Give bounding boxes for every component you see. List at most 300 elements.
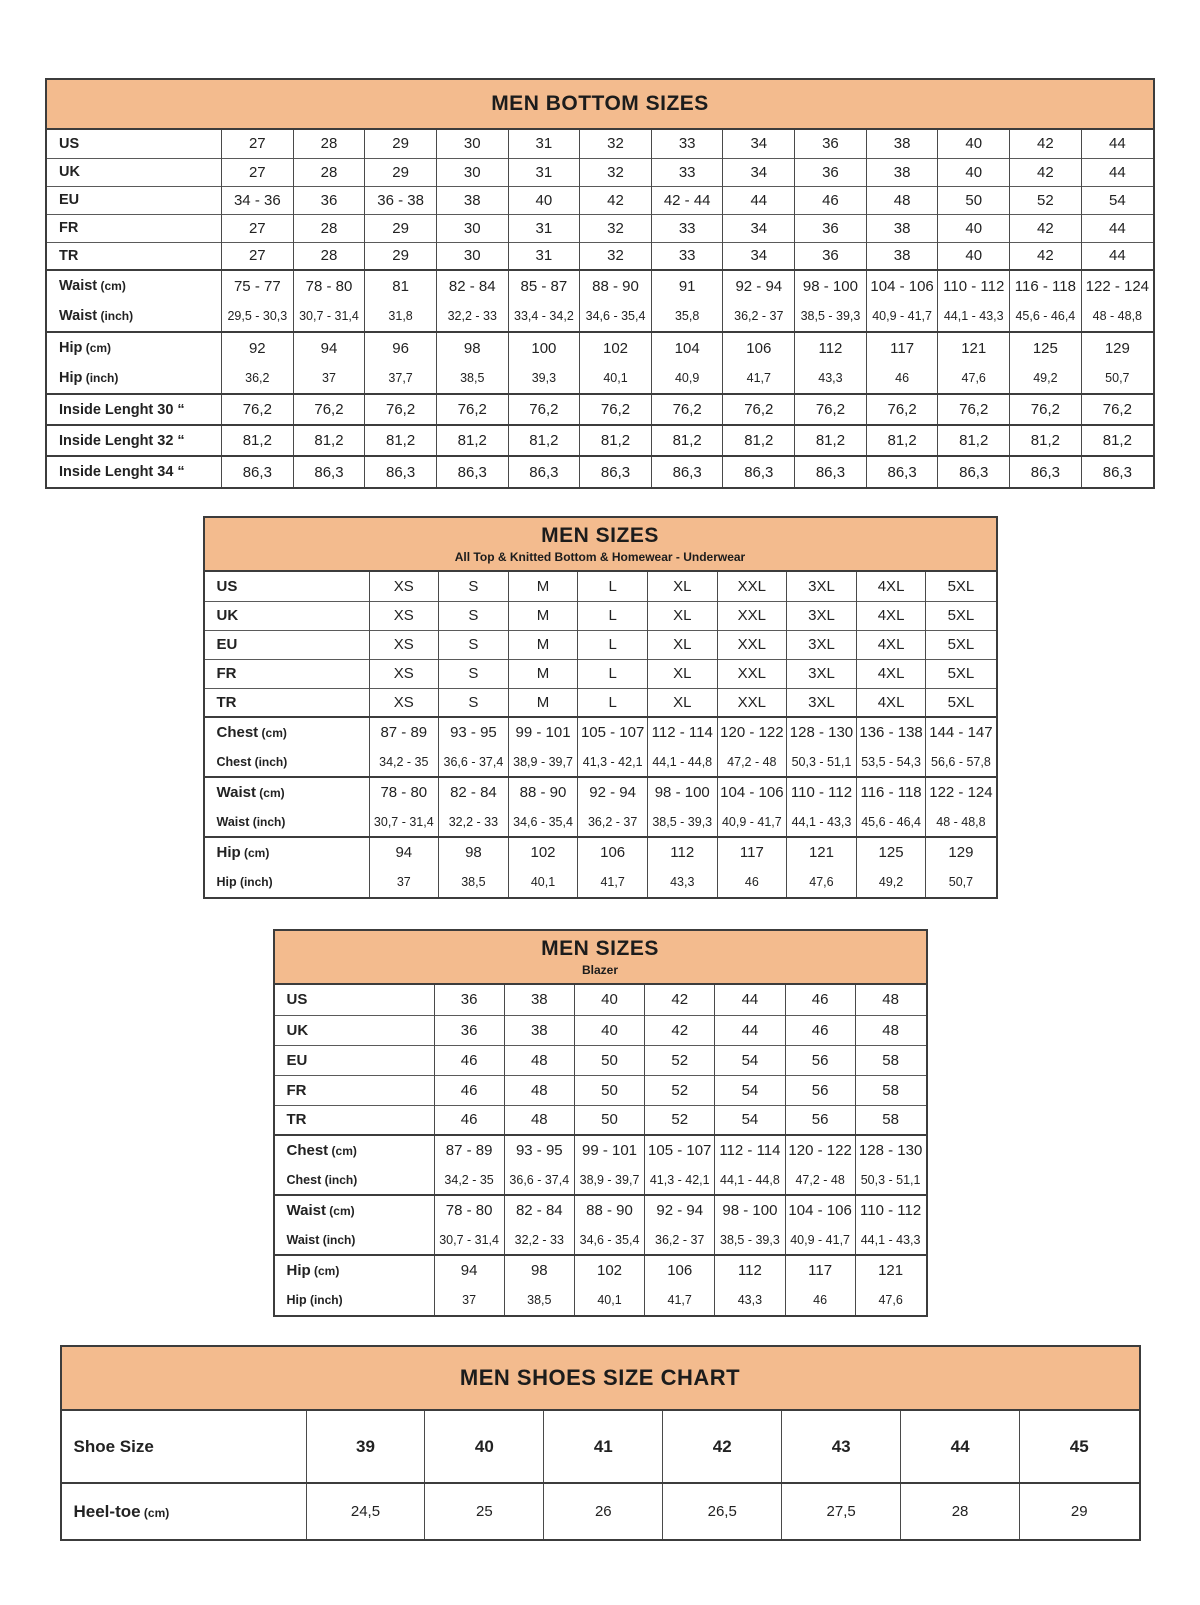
size-cell: 110 - 112 [938, 270, 1010, 301]
size-cell: 33 [651, 158, 723, 186]
size-cell: 34 [723, 130, 795, 158]
size-cell: 122 - 124 [1081, 270, 1153, 301]
size-cell: 87 - 89 [434, 1135, 504, 1165]
size-cell: 38 [436, 186, 508, 214]
size-cell: 47,6 [787, 867, 857, 897]
size-cell: 48 [504, 1105, 574, 1135]
row-label-unit: (inch) [251, 754, 288, 769]
size-cell: 104 [651, 332, 723, 363]
row-label: TR [47, 242, 222, 270]
table-row [62, 1483, 1139, 1539]
size-cell: 117 [717, 837, 787, 867]
size-cell: 76,2 [795, 394, 867, 425]
size-cell: 27 [222, 130, 294, 158]
size-cell: 36 - 38 [365, 186, 437, 214]
men-bottom-sizes-grid [47, 130, 1153, 487]
size-cell: 3XL [787, 688, 857, 717]
row-label: US [216, 577, 238, 595]
size-cell: 50,3 - 51,1 [787, 747, 857, 777]
row-label-unit: (inch) [321, 1172, 358, 1187]
size-cell: 120 - 122 [717, 717, 787, 747]
size-cell: 36 [293, 186, 365, 214]
size-cell: 81,2 [222, 425, 294, 456]
size-cell: 38,5 - 39,3 [715, 1225, 785, 1255]
size-cell: 86,3 [1010, 456, 1082, 487]
size-cell: 40 [938, 214, 1010, 242]
size-cell: 31,8 [365, 301, 437, 332]
size-cell: 42 [1010, 130, 1082, 158]
size-cell: 46 [785, 985, 855, 1015]
size-cell: 86,3 [508, 456, 580, 487]
size-cell: 96 [365, 332, 437, 363]
size-cell: 38,5 - 39,3 [795, 301, 867, 332]
size-cell: 128 - 130 [787, 717, 857, 747]
size-cell: S [439, 659, 509, 688]
row-label: EU [205, 630, 370, 659]
size-cell: 112 [715, 1255, 785, 1285]
size-cell: 41,7 [578, 867, 648, 897]
size-cell: 41,7 [723, 363, 795, 394]
size-cell: XS [369, 630, 439, 659]
size-cell: 44 [1081, 158, 1153, 186]
size-cell: 100 [508, 332, 580, 363]
size-cell: 29 [365, 214, 437, 242]
table-row [205, 807, 996, 837]
row-label-unit: (cm) [140, 1505, 170, 1520]
row-label-unit: (inch) [236, 875, 273, 889]
table-row [205, 601, 996, 630]
size-cell: XXL [717, 601, 787, 630]
size-cell: 40,1 [574, 1285, 644, 1315]
row-label: US [286, 991, 308, 1009]
table-row [47, 363, 1153, 394]
size-cell: 53,5 - 54,3 [856, 747, 926, 777]
size-cell: 36,6 - 37,4 [504, 1165, 574, 1195]
size-cell: 86,3 [651, 456, 723, 487]
size-cell: 98 [439, 837, 509, 867]
size-cell: 25 [425, 1483, 544, 1539]
size-cell: 38,9 - 39,7 [574, 1165, 644, 1195]
table-row [205, 717, 996, 747]
size-cell: 29 [365, 130, 437, 158]
size-cell: 106 [578, 837, 648, 867]
size-cell: 33,4 - 34,2 [508, 301, 580, 332]
row-label: FR [275, 1075, 435, 1105]
size-cell: 105 - 107 [645, 1135, 715, 1165]
table-row [47, 456, 1153, 487]
size-cell: 82 - 84 [436, 270, 508, 301]
size-cell: 30,7 - 31,4 [293, 301, 365, 332]
table-row [47, 214, 1153, 242]
size-cell: 121 [855, 1255, 925, 1285]
size-cell: M [508, 572, 578, 601]
size-cell: 42 [663, 1411, 782, 1483]
size-cell: L [578, 688, 648, 717]
size-cell: 86,3 [938, 456, 1010, 487]
size-cell: 125 [1010, 332, 1082, 363]
size-cell: 45 [1020, 1411, 1139, 1483]
size-cell: 40,9 - 41,7 [866, 301, 938, 332]
size-cell: 4XL [856, 630, 926, 659]
size-cell: 81,2 [508, 425, 580, 456]
size-cell: 116 - 118 [856, 777, 926, 807]
size-cell: 86,3 [436, 456, 508, 487]
size-cell: 40 [938, 242, 1010, 270]
size-cell: XS [369, 572, 439, 601]
size-cell: 28 [293, 242, 365, 270]
size-cell: 26 [544, 1483, 663, 1539]
size-cell: 112 [795, 332, 867, 363]
row-label: Hip (cm) [47, 332, 222, 363]
size-cell: 30 [436, 158, 508, 186]
size-cell: 42 [1010, 242, 1082, 270]
size-cell: 36 [795, 214, 867, 242]
size-cell: 40 [938, 130, 1010, 158]
row-label-unit: (cm) [255, 786, 285, 800]
size-cell: 54 [715, 1045, 785, 1075]
size-cell: 4XL [856, 659, 926, 688]
size-cell: 34,6 - 35,4 [508, 807, 578, 837]
size-cell: 104 - 106 [785, 1195, 855, 1225]
table-row [47, 186, 1153, 214]
size-cell: 42 [645, 985, 715, 1015]
size-cell: 81,2 [938, 425, 1010, 456]
size-cell: 121 [938, 332, 1010, 363]
size-cell: 36 [795, 242, 867, 270]
size-cell: 40,9 - 41,7 [717, 807, 787, 837]
size-cell: 56 [785, 1045, 855, 1075]
size-cell: 37 [434, 1285, 504, 1315]
size-cell: 32 [580, 130, 652, 158]
table-title: MEN SIZES [541, 937, 659, 960]
size-cell: 76,2 [436, 394, 508, 425]
size-cell: 78 - 80 [369, 777, 439, 807]
size-cell: 29 [365, 158, 437, 186]
size-cell: 46 [434, 1105, 504, 1135]
size-cell: 93 - 95 [504, 1135, 574, 1165]
row-label: TR [205, 688, 370, 717]
size-cell: 81,2 [866, 425, 938, 456]
size-cell: 76,2 [293, 394, 365, 425]
size-cell: S [439, 601, 509, 630]
size-cell: 120 - 122 [785, 1135, 855, 1165]
size-cell: 116 - 118 [1010, 270, 1082, 301]
size-cell: 81,2 [795, 425, 867, 456]
size-cell: 32 [580, 214, 652, 242]
size-cell: 31 [508, 242, 580, 270]
size-cell: 29 [1020, 1483, 1139, 1539]
size-cell: 45,6 - 46,4 [1010, 301, 1082, 332]
size-cell: 44 [1081, 130, 1153, 158]
size-cell: 36,2 - 37 [723, 301, 795, 332]
men-bottom-sizes-table [45, 78, 1155, 489]
size-cell: 144 - 147 [926, 717, 996, 747]
size-cell: 38 [504, 1015, 574, 1045]
size-cell: 4XL [856, 688, 926, 717]
size-cell: 30 [436, 242, 508, 270]
size-cell: 93 - 95 [439, 717, 509, 747]
row-label: US [59, 135, 80, 152]
row-label: Heel-toe (cm) [62, 1483, 307, 1539]
size-cell: 110 - 112 [855, 1195, 925, 1225]
size-cell: 82 - 84 [439, 777, 509, 807]
size-cell: 76,2 [938, 394, 1010, 425]
size-cell: S [439, 630, 509, 659]
row-label: Hip (inch) [59, 370, 119, 386]
size-cell: 42 [645, 1015, 715, 1045]
row-label: FR [47, 214, 222, 242]
size-cell: 86,3 [580, 456, 652, 487]
row-label: Chest (cm) [275, 1135, 435, 1165]
size-cell: 43,3 [795, 363, 867, 394]
size-cell: XS [369, 601, 439, 630]
size-cell: 98 [436, 332, 508, 363]
size-cell: 5XL [926, 688, 996, 717]
size-cell: 56 [785, 1105, 855, 1135]
size-cell: 58 [855, 1045, 925, 1075]
row-label: UK [47, 158, 222, 186]
size-cell: 29,5 - 30,3 [222, 301, 294, 332]
row-label: Chest (inch) [286, 1172, 358, 1187]
table-row [275, 1195, 926, 1225]
size-cell: 47,6 [938, 363, 1010, 394]
size-cell: 48 [855, 985, 925, 1015]
size-cell: 44,1 - 43,3 [938, 301, 1010, 332]
size-cell: 40 [574, 985, 644, 1015]
men-bottom-sizes-header [47, 80, 1153, 130]
size-cell: 94 [369, 837, 439, 867]
size-cell: 31 [508, 130, 580, 158]
row-label-unit: (cm) [258, 726, 287, 740]
size-cell: 54 [715, 1075, 785, 1105]
size-cell: 98 - 100 [715, 1195, 785, 1225]
size-cell: 50 [574, 1075, 644, 1105]
size-cell: 99 - 101 [508, 717, 578, 747]
size-cell: 26,5 [663, 1483, 782, 1539]
size-cell: 24,5 [306, 1483, 425, 1539]
size-cell: 43,3 [715, 1285, 785, 1315]
size-cell: M [508, 630, 578, 659]
size-cell: 98 [504, 1255, 574, 1285]
size-cell: 58 [855, 1075, 925, 1105]
size-cell: 32 [580, 242, 652, 270]
size-cell: 28 [293, 158, 365, 186]
size-cell: 36 [434, 1015, 504, 1045]
size-cell: 76,2 [723, 394, 795, 425]
size-cell: 27 [222, 158, 294, 186]
size-cell: 42 [1010, 158, 1082, 186]
size-cell: 40 [425, 1411, 544, 1483]
size-cell: 76,2 [1010, 394, 1082, 425]
size-cell: 112 [647, 837, 717, 867]
size-cell: 92 [222, 332, 294, 363]
size-cell: 76,2 [365, 394, 437, 425]
men-shoes-size-chart-grid [62, 1411, 1139, 1539]
table-row [205, 837, 996, 867]
size-cell: 42 [1010, 214, 1082, 242]
size-cell: 33 [651, 214, 723, 242]
row-label: EU [47, 186, 222, 214]
size-cell: S [439, 572, 509, 601]
size-cell: 50,7 [1081, 363, 1153, 394]
row-label: Hip (cm) [275, 1255, 435, 1285]
table-row [205, 659, 996, 688]
size-cell: 78 - 80 [293, 270, 365, 301]
men-shoes-size-chart-table [60, 1345, 1141, 1541]
size-cell: 32,2 - 33 [436, 301, 508, 332]
table-row [205, 572, 996, 601]
size-cell: 92 - 94 [578, 777, 648, 807]
size-cell: XXL [717, 659, 787, 688]
size-cell: L [578, 601, 648, 630]
size-cell: 91 [651, 270, 723, 301]
table-row [47, 332, 1153, 363]
size-cell: 112 - 114 [715, 1135, 785, 1165]
size-cell: 38 [866, 242, 938, 270]
row-label: EU [275, 1045, 435, 1075]
size-cell: 75 - 77 [222, 270, 294, 301]
size-cell: 44,1 - 43,3 [855, 1225, 925, 1255]
size-cell: 4XL [856, 572, 926, 601]
table-title: MEN BOTTOM SIZES [491, 92, 709, 115]
table-row [275, 1255, 926, 1285]
size-cell: 30 [436, 130, 508, 158]
size-cell: 38,5 [439, 867, 509, 897]
size-cell: 46 [866, 363, 938, 394]
size-cell: 36,6 - 37,4 [439, 747, 509, 777]
size-cell: 43 [782, 1411, 901, 1483]
table-row [275, 1135, 926, 1165]
size-cell: 34 [723, 158, 795, 186]
size-cell: 110 - 112 [787, 777, 857, 807]
row-label: Waist (inch) [59, 308, 134, 324]
size-cell: 33 [651, 130, 723, 158]
size-cell: 46 [434, 1045, 504, 1075]
size-cell: XXL [717, 572, 787, 601]
size-cell: 40,1 [580, 363, 652, 394]
size-cell: 41,3 - 42,1 [645, 1165, 715, 1195]
size-cell: 48 - 48,8 [926, 807, 996, 837]
table-row [275, 1285, 926, 1315]
size-cell: 32,2 - 33 [504, 1225, 574, 1255]
size-cell: 4XL [856, 601, 926, 630]
size-cell: 112 - 114 [647, 717, 717, 747]
table-row [275, 985, 926, 1015]
size-cell: 54 [715, 1105, 785, 1135]
row-label-unit: (inch) [249, 814, 286, 829]
men-sizes-tops-header [205, 518, 996, 572]
size-cell: 34 [723, 214, 795, 242]
row-label: Shoe Size [73, 1436, 154, 1456]
size-cell: 28 [293, 214, 365, 242]
size-cell: 3XL [787, 630, 857, 659]
size-cell: 34,6 - 35,4 [580, 301, 652, 332]
table-subtitle: All Top & Knitted Bottom & Homewear - Underwear [454, 550, 746, 564]
size-cell: XXL [717, 688, 787, 717]
size-cell: 34,2 - 35 [369, 747, 439, 777]
size-cell: 35,8 [651, 301, 723, 332]
size-cell: 87 - 89 [369, 717, 439, 747]
size-cell: 40 [508, 186, 580, 214]
size-cell: 41,7 [645, 1285, 715, 1315]
size-cell: 41,3 - 42,1 [578, 747, 648, 777]
table-row [205, 777, 996, 807]
size-cell: 38,5 - 39,3 [647, 807, 717, 837]
size-cell: 40,9 - 41,7 [785, 1225, 855, 1255]
size-cell: 47,2 - 48 [785, 1165, 855, 1195]
row-label: Inside Lenght 34 “ [47, 456, 222, 487]
men-sizes-blazer-table [273, 929, 928, 1317]
size-cell: 81 [365, 270, 437, 301]
size-cell: XL [647, 659, 717, 688]
row-label: UK [205, 601, 370, 630]
table-row [47, 158, 1153, 186]
row-label: Inside Lenght 30 “ [47, 394, 222, 425]
size-cell: 30 [436, 214, 508, 242]
size-cell: 3XL [787, 572, 857, 601]
size-cell: 88 - 90 [574, 1195, 644, 1225]
size-cell: 36,2 - 37 [645, 1225, 715, 1255]
row-label-unit: (inch) [82, 371, 119, 385]
size-cell: 30,7 - 31,4 [369, 807, 439, 837]
size-cell: 104 - 106 [866, 270, 938, 301]
table-row [47, 242, 1153, 270]
size-cell: 38 [866, 158, 938, 186]
row-label: FR [205, 659, 370, 688]
men-sizes-blazer-header [275, 931, 926, 985]
size-cell: 52 [645, 1075, 715, 1105]
size-cell: 37,7 [365, 363, 437, 394]
table-row [275, 1045, 926, 1075]
size-cell: L [578, 572, 648, 601]
size-cell: 40 [938, 158, 1010, 186]
size-cell: 28 [293, 130, 365, 158]
row-label: Waist (inch) [216, 814, 286, 829]
size-cell: 36 [434, 985, 504, 1015]
row-label: Chest (cm) [205, 717, 370, 747]
size-cell: 37 [369, 867, 439, 897]
row-label: Hip (cm) [205, 837, 370, 867]
size-cell: 32 [580, 158, 652, 186]
size-cell: 5XL [926, 630, 996, 659]
size-cell: 50,3 - 51,1 [855, 1165, 925, 1195]
table-title: MEN SHOES SIZE CHART [459, 1365, 741, 1390]
size-cell: 104 - 106 [717, 777, 787, 807]
size-cell: 27 [222, 214, 294, 242]
size-cell: 78 - 80 [434, 1195, 504, 1225]
size-cell: 44,1 - 44,8 [715, 1165, 785, 1195]
size-cell: 40,1 [508, 867, 578, 897]
size-cell: 34,6 - 35,4 [574, 1225, 644, 1255]
size-cell: 92 - 94 [645, 1195, 715, 1225]
size-cell: 34 - 36 [222, 186, 294, 214]
size-cell: 52 [1010, 186, 1082, 214]
row-label: Waist (cm) [47, 270, 222, 301]
table-row [205, 630, 996, 659]
size-cell: 92 - 94 [723, 270, 795, 301]
size-cell: 52 [645, 1045, 715, 1075]
size-cell: 128 - 130 [855, 1135, 925, 1165]
size-cell: 5XL [926, 572, 996, 601]
size-cell: 56 [785, 1075, 855, 1105]
size-cell: 42 - 44 [651, 186, 723, 214]
size-cell: 48 - 48,8 [1081, 301, 1153, 332]
table-subtitle: Blazer [581, 963, 619, 977]
row-label-unit: (inch) [306, 1293, 343, 1307]
size-cell: 38 [866, 214, 938, 242]
size-cell: 94 [434, 1255, 504, 1285]
size-cell: 44,1 - 44,8 [647, 747, 717, 777]
